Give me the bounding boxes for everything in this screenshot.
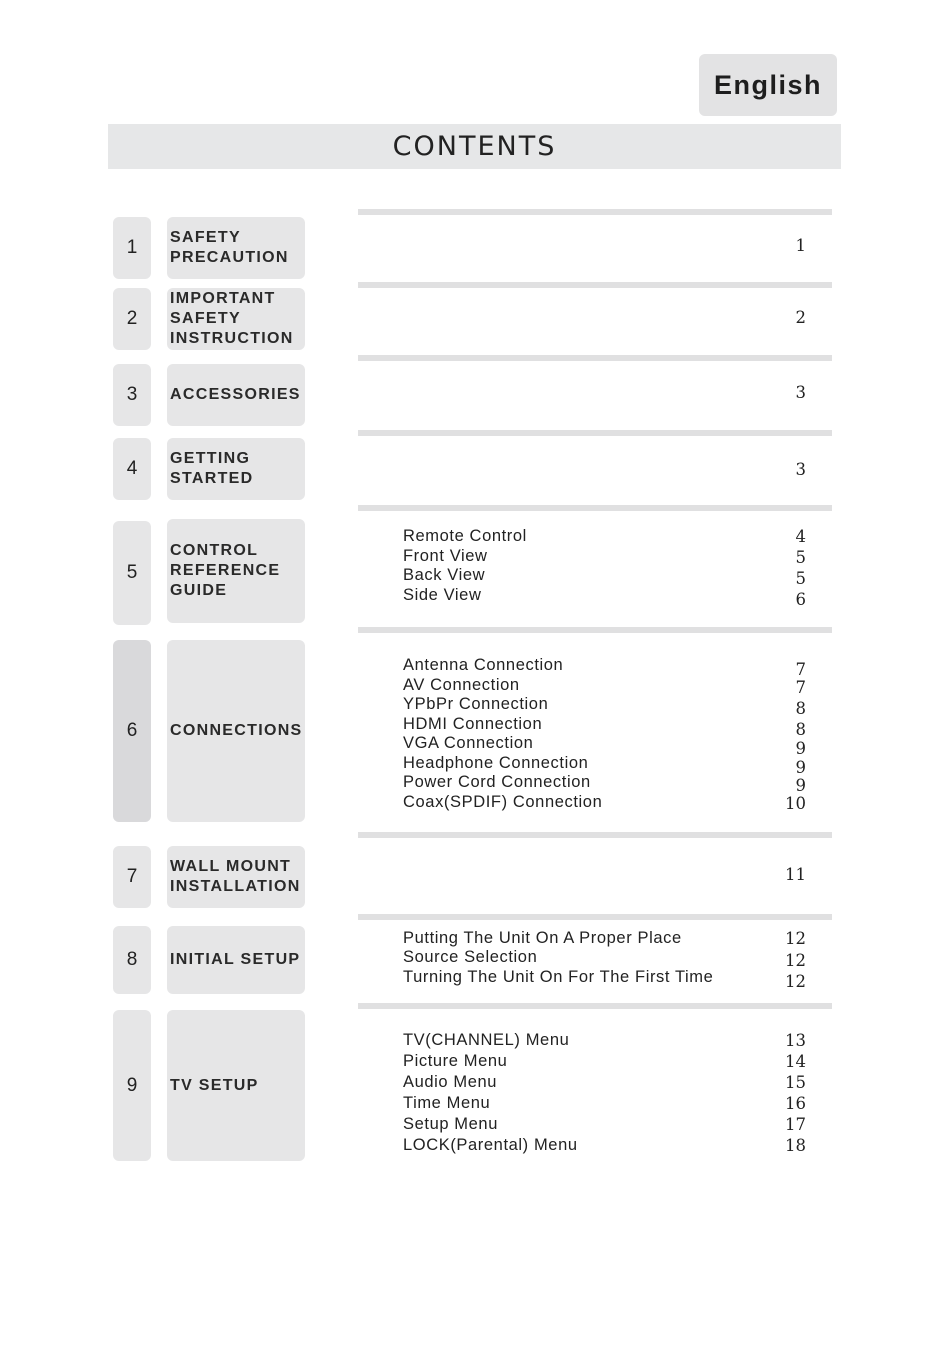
page-number: 4 bbox=[795, 527, 806, 546]
section-title: INITIAL SETUP bbox=[170, 951, 301, 968]
page-number: 3 bbox=[795, 383, 806, 402]
section-title-box bbox=[167, 1010, 305, 1161]
section-title: SAFETY PRECAUTION bbox=[170, 229, 289, 266]
section-number-box bbox=[113, 364, 151, 426]
section-number: 9 bbox=[126, 1074, 138, 1096]
toc-item: Putting The Unit On A Proper Place bbox=[403, 929, 682, 947]
section-number: 8 bbox=[126, 949, 138, 970]
section-divider bbox=[358, 282, 832, 288]
toc-item: Power Cord Connection bbox=[403, 773, 591, 791]
section-divider bbox=[358, 355, 832, 361]
section-number-box bbox=[113, 640, 151, 822]
toc-item: Picture Menu bbox=[403, 1052, 508, 1070]
page-number: 12 bbox=[785, 929, 806, 948]
section-title: ACCESSORIES bbox=[170, 386, 301, 403]
language-tab: English bbox=[699, 54, 837, 116]
section-number: 3 bbox=[126, 384, 138, 405]
section-number-box bbox=[113, 521, 151, 625]
page-number: 7 bbox=[795, 660, 806, 679]
section-title-box bbox=[167, 288, 305, 350]
page-number: 3 bbox=[795, 460, 806, 479]
toc-item: Coax(SPDIF) Connection bbox=[403, 793, 603, 811]
section-title: GETTING STARTED bbox=[170, 450, 254, 487]
page-number: 11 bbox=[785, 865, 806, 884]
page-number: 2 bbox=[795, 308, 806, 327]
toc-item: Back View bbox=[403, 566, 486, 584]
section-title-box bbox=[167, 846, 305, 908]
page-number: 12 bbox=[785, 951, 806, 970]
section-number: 2 bbox=[126, 308, 138, 329]
page-number: 17 bbox=[785, 1115, 806, 1134]
section-title: CONNECTIONS bbox=[170, 722, 303, 739]
toc-item: AV Connection bbox=[403, 676, 520, 694]
toc-item: VGA Connection bbox=[403, 734, 534, 752]
section-divider bbox=[358, 914, 832, 920]
section-divider bbox=[358, 1003, 832, 1009]
section-title-box bbox=[167, 364, 305, 426]
section-number: 5 bbox=[126, 562, 138, 583]
page-number: 18 bbox=[785, 1136, 806, 1155]
section-title-box bbox=[167, 640, 305, 822]
section-number-box bbox=[113, 926, 151, 994]
section-number-box bbox=[113, 217, 151, 279]
section-divider bbox=[358, 627, 832, 633]
section-title-box bbox=[167, 438, 305, 500]
page-number: 8 bbox=[795, 699, 806, 718]
section-title-box bbox=[167, 519, 305, 623]
page-number: 7 bbox=[795, 678, 806, 697]
toc-item: YPbPr Connection bbox=[403, 695, 549, 713]
page-number: 9 bbox=[795, 758, 806, 777]
page-number: 14 bbox=[785, 1052, 806, 1071]
section-title: CONTROL REFERENCE GUIDE bbox=[170, 542, 281, 599]
section-number-box bbox=[113, 438, 151, 500]
contents-heading-bar bbox=[108, 124, 841, 169]
section-number-box bbox=[113, 846, 151, 908]
toc-item: Audio Menu bbox=[403, 1073, 498, 1091]
section-number: 1 bbox=[126, 237, 138, 258]
page-number: 10 bbox=[785, 794, 806, 813]
page-number: 5 bbox=[795, 569, 806, 588]
toc-item: Turning The Unit On For The First Time bbox=[403, 968, 714, 986]
section-divider bbox=[358, 832, 832, 838]
section-divider bbox=[358, 209, 832, 215]
section-title: WALL MOUNT INSTALLATION bbox=[170, 858, 301, 895]
section-title: IMPORTANT SAFETY INSTRUCTION bbox=[170, 290, 294, 347]
toc-item: TV(CHANNEL) Menu bbox=[403, 1031, 570, 1049]
page-number: 16 bbox=[785, 1094, 806, 1113]
page-number: 9 bbox=[795, 739, 806, 758]
section-number: 4 bbox=[126, 458, 138, 479]
toc-item: Source Selection bbox=[403, 948, 538, 966]
page-number: 15 bbox=[785, 1073, 806, 1092]
section-divider bbox=[358, 505, 832, 511]
page-number: 13 bbox=[785, 1031, 806, 1050]
section-number: 6 bbox=[126, 720, 138, 741]
section-title-box bbox=[167, 926, 305, 994]
section-number-box bbox=[113, 288, 151, 350]
page-number: 12 bbox=[785, 972, 806, 991]
page-number: 5 bbox=[795, 548, 806, 567]
page-number: 9 bbox=[795, 776, 806, 795]
page-number: 8 bbox=[795, 720, 806, 739]
toc-item: Front View bbox=[403, 547, 488, 565]
toc-item: Time Menu bbox=[403, 1094, 491, 1112]
page-number: 6 bbox=[795, 590, 806, 609]
section-divider bbox=[358, 430, 832, 436]
section-number-box bbox=[113, 1010, 151, 1161]
toc-item: LOCK(Parental) Menu bbox=[403, 1136, 578, 1154]
section-title-box bbox=[167, 217, 305, 279]
toc-item: HDMI Connection bbox=[403, 715, 543, 733]
page-title: CONTENTS bbox=[392, 131, 557, 162]
toc-item: Remote Control bbox=[403, 527, 527, 545]
section-number: 7 bbox=[126, 866, 138, 887]
page-number: 1 bbox=[795, 236, 806, 255]
section-title: TV SETUP bbox=[170, 1076, 259, 1094]
toc-item: Antenna Connection bbox=[403, 656, 564, 674]
toc-item: Side View bbox=[403, 586, 482, 604]
toc-item: Setup Menu bbox=[403, 1115, 498, 1133]
toc-item: Headphone Connection bbox=[403, 754, 589, 772]
